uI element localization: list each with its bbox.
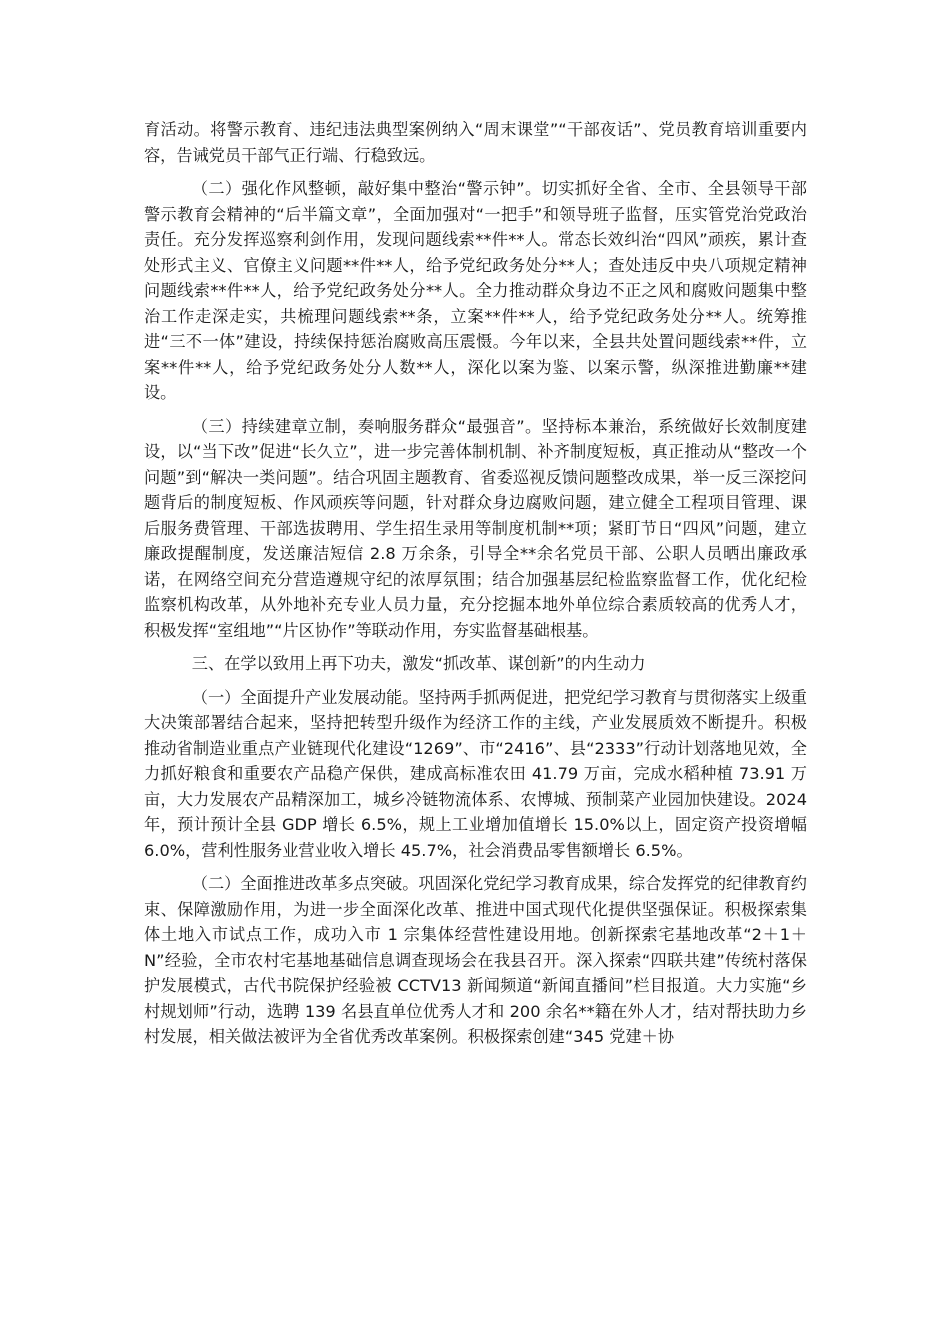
paragraph-section-3-1: （一）全面提升产业发展动能。坚持两手抓两促进，把党纪学习教育与贯彻落实上级重大决策部署结合起来，坚持把转型升级作为经济工作的主线，产业发展质效不断提升。积极推动省制造业重点产业链现代化建设“1269”、市“2416”、县“2333”行动计划落地见效，全力抓好粮食和重要农产品稳产保供，建成高标准农田 41.79 万亩，完成水稻种植 73.91 万亩，大力发展农产品精深加工，城乡冷链物流体系、农博城、预制菜产业园加快建设。2024 年，预计预计全县 GDP 增长 6.5%，规上工业增加值增长 15.0%以上，固定资产投资增幅 6.0%，营利性服务业营业收入增长 45.7%，社会消费品零售额增长 6.5%。 <box>144 687 807 860</box>
paragraph-continuation: 育活动。将警示教育、违纪违法典型案例纳入“周末课堂”“干部夜话”、党员教育培训重要内容，告诫党员干部气正行端、行稳致远。 <box>144 120 807 165</box>
paragraph-section-2-2: （二）强化作风整顿，敲好集中整治“警示钟”。切实抓好全省、全市、全县领导干部警示教育会精神的“后半篇文章”，全面加强对“一把手”和领导班子监督，压实管党治党政治责任。充分发挥巡察利剑作用，发现问题线索**件**人。常态长效纠治“四风”顽疾，累计查处形式主义、官僚主义问题**件**人，给予党纪政务处分**人；查处违反中央八项规定精神问题线索**件**人，给予党纪政务处分**人。全力推动群众身边不正之风和腐败问题集中整治工作走深走实，共梳理问题线索**条，立案**件**人，给予党纪政务处分**人。统筹推进“三不一体”建设，持续保持惩治腐败高压震慑。今年以来，全县共处置问题线索**件，立案**件**人，给予党纪政务处分人数**人，深化以案为鉴、以案示警，纵深推进勤廉**建设。 <box>144 179 807 402</box>
paragraph-section-2-3: （三）持续建章立制，奏响服务群众“最强音”。坚持标本兼治，系统做好长效制度建设，以“当下改”促进“长久立”，进一步完善体制机制、补齐制度短板，真正推动从“整改一个问题”到“解决一类问题”。结合巩固主题教育、省委巡视反馈问题整改成果，举一反三深挖问题背后的制度短板、作风顽疾等问题，针对群众身边腐败问题，建立健全工程项目管理、课后服务费管理、干部选拔聘用、学生招生录用等制度机制**项；紧盯节日“四风”问题，建立廉政提醒制度，发送廉洁短信 2.8 万余条，引导全**余名党员干部、公职人员晒出廉政承诺，在网络空间充分营造遵规守纪的浓厚氛围；结合加强基层纪检监察监督工作，优化纪检监察机构改革，从外地补充专业人员力量，充分挖掘本地外单位综合素质较高的优秀人才，积极发挥“室组地”“片区协作”等联动作用，夯实监督基础根基。 <box>144 416 807 640</box>
section-heading-3: 三、在学以致用上再下功夫，激发“抓改革、谋创新”的内生动力 <box>191 654 646 673</box>
paragraph-section-3-2: （二）全面推进改革多点突破。巩固深化党纪学习教育成果，综合发挥党的纪律教育约束、保障激励作用，为进一步全面深化改革、推进中国式现代化提供坚强保证。积极探索集体土地入市试点工作，成功入市 1 宗集体经营性建设用地。创新探索宅基地改革“2＋1＋N”经验，全市农村宅基地基础信息调查现场会在我县召开。深入探索“四联共建”传统村落保护发展模式，古代书院保护经验被 CCTV13 新闻频道“新闻直播间”栏目报道。大力实施“乡村规划师”行动，选聘 139 名县直单位优秀人才和 200 余名**籍在外人才，结对帮扶助力乡村发展，相关做法被评为全省优秀改革案例。积极探索创建“345 党建＋协 <box>144 874 807 1046</box>
document-page <box>144 117 807 1058</box>
